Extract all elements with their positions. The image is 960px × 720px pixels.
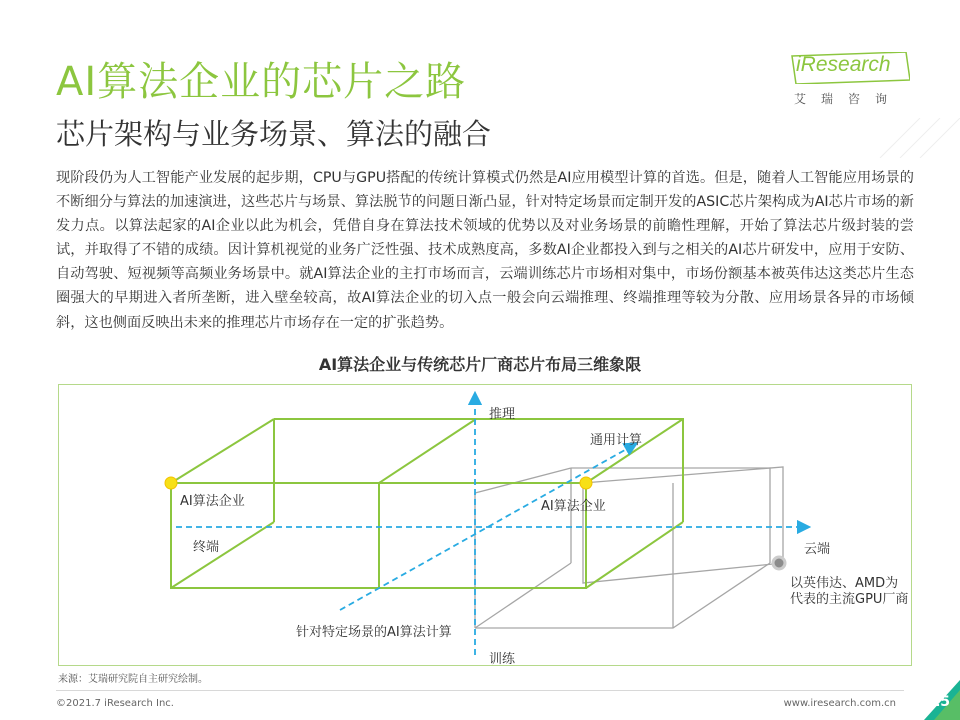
point-label-ai-right: AI算法企业 xyxy=(541,499,606,514)
source-note: 来源：艾瑞研究院自主研究绘制。 xyxy=(58,674,208,685)
point-label-ai-left: AI算法企业 xyxy=(180,494,245,509)
gray-cuboid xyxy=(475,467,783,628)
logo-brand-text: iResearch xyxy=(796,53,891,76)
point-gpu xyxy=(773,557,785,569)
page-subtitle: 芯片架构与业务场景、算法的融合 xyxy=(56,117,492,151)
copyright: ©2021.7 iResearch Inc. xyxy=(56,698,174,709)
axis-label-down: 训练 xyxy=(489,652,516,667)
axis-label-diag-lower: 针对特定场景的AI算法计算 xyxy=(296,625,452,640)
body-paragraph: 现阶段仍为人工智能产业发展的起步期，CPU与GPU搭配的传统计算模式仍然是AI应用模型计算的首选。但是，随着人工智能应用场景的不断细分与算法的加速演进，这些芯片与场景、算法脱节的问题日渐凸显，针对特定场景而定制开发的ASIC芯片架构成为AI芯片市场的新发力点。以算法起家的AI企业以此为机会，凭借自身在算法技术领域的优势以及对业务场景的前瞻性理解，开始了算法芯片级封装的尝试，并取得了不错的成绩。因计算机视觉的业务广泛性强、技术成熟度高，多数AI企业都投入到与之相关的AI芯片研发中，应用于安防、自动驾驶、短视频等高频业务场景中。就AI算法企业的主打市场而言，云端训练芯片市场相对集中，市场份额基本被英伟达这类芯片生态圈强大的早期进入者所垄断，进入壁垒较高，故AI算法企业的切入点一般会向云端推理、终端推理等较为分散、应用场景各异的市场倾斜，这也侧面反映出未来的推理芯片市场存在一定的扩张趋势。 xyxy=(56,170,914,331)
diagram-title: AI算法企业与传统芯片厂商芯片布局三维象限 xyxy=(318,355,642,374)
point-ai-left xyxy=(165,477,177,489)
page-title: AI算法企业的芯片之路 xyxy=(56,59,467,105)
page-number: 25 xyxy=(930,694,950,710)
logo-tagline: 艾瑞咨询 xyxy=(794,92,903,106)
footer-divider xyxy=(56,690,904,691)
axes xyxy=(176,398,804,655)
axis-label-up: 推理 xyxy=(489,407,516,422)
axis-label-right: 云端 xyxy=(804,542,831,557)
axis-label-diag-upper: 通用计算 xyxy=(590,433,643,448)
website: www.iresearch.com.cn xyxy=(783,698,896,709)
axis-label-left: 终端 xyxy=(193,540,220,555)
point-ai-right xyxy=(580,477,592,489)
gpu-note: 以英伟达、AMD为代表的主流GPU厂商 xyxy=(790,576,909,607)
